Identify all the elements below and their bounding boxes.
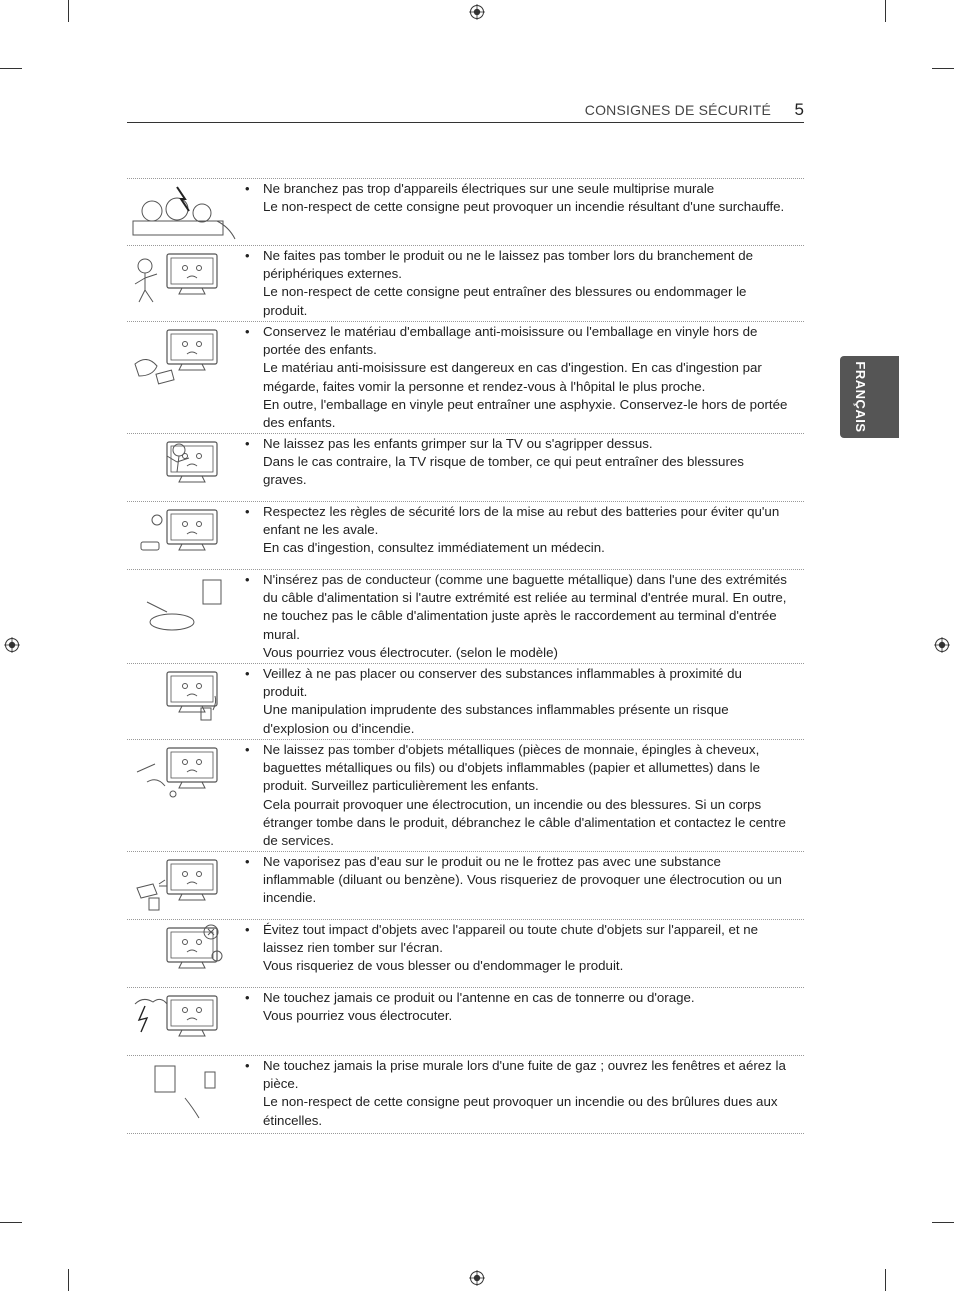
safety-item-text — [263, 741, 788, 850]
safety-item-line: Évitez tout impact d'objets avec l'appareil ou toute chute d'objets sur l'appareil, et ne laissez rien tomber sur l'écran. — [263, 922, 759, 956]
safety-item-line: Ne faites pas tomber le produit ou ne le laissez pas tomber lors du branchement de périphériques externes. — [263, 248, 754, 282]
safety-item — [127, 246, 804, 322]
safety-item — [127, 664, 804, 740]
safety-item — [127, 988, 804, 1056]
safety-item-line: Le non-respect de cette consigne peut provoquer un incendie ou des brûlures dues aux étincelles. — [263, 1094, 778, 1128]
bullet-icon: • — [245, 1058, 250, 1073]
bullet-icon: • — [245, 324, 250, 339]
lightning-icon — [127, 990, 237, 1054]
crop-mark — [0, 1222, 22, 1223]
registration-mark-icon — [469, 4, 485, 20]
safety-item-text — [263, 503, 788, 558]
bullet-icon: • — [245, 742, 250, 757]
safety-item-line: Le non-respect de cette consigne peut entraîner des blessures ou endommager le produit. — [263, 284, 747, 318]
safety-item-line: Ne laissez pas les enfants grimper sur la TV ou s'agripper dessus. — [263, 436, 653, 451]
registration-mark-icon — [469, 1270, 485, 1286]
safety-item-line: Vous risqueriez de vous blesser ou d'endommager le produit. — [263, 958, 624, 974]
safety-item-line: Ne touchez jamais la prise murale lors d'une fuite de gaz ; ouvrez les fenêtres et aérez la pièce. — [263, 1058, 786, 1092]
crop-mark — [932, 68, 954, 69]
metal-objects-icon — [127, 742, 237, 806]
conductor-outlet-icon — [127, 572, 237, 636]
bullet-icon: • — [245, 436, 250, 451]
safety-item-text — [263, 989, 788, 1025]
registration-mark-icon — [934, 637, 950, 653]
safety-item-line: Le matériau anti-moisissure est dangereux en cas d'ingestion. En cas d'ingestion par mégarde, faites vomir la personne et rendez-vous à l'hôpital le plus proche. — [263, 360, 762, 394]
safety-item-line: Respectez les règles de sécurité lors de la mise au rebut des batteries pour éviter qu'un enfant ne les avale. — [263, 504, 780, 538]
language-tab — [840, 356, 899, 438]
safety-item — [127, 570, 804, 664]
safety-item-text — [263, 571, 788, 662]
page-header — [127, 100, 804, 123]
child-packaging-icon — [127, 324, 237, 388]
crop-mark — [885, 1269, 886, 1291]
safety-item-line: Ne branchez pas trop d'appareils électriques sur une seule multiprise murale — [263, 181, 715, 196]
safety-item-line: N'insérez pas de conducteur (comme une baguette métallique) dans l'une des extrémités du câble d'alimentation si l'autre extrémité est reliée au terminal d'entrée mural. En outre, ne touchez pas le câble d'alimentation juste après le raccordement au terminal d'entrée mural. — [263, 572, 787, 642]
crop-mark — [885, 0, 886, 22]
bullet-icon: • — [245, 922, 250, 937]
safety-item-line: Conservez le matériau d'emballage anti-moisissure ou l'emballage en vinyle hors de portée des enfants. — [263, 324, 758, 358]
language-tab-label: FRANÇAIS — [853, 361, 868, 433]
safety-item-text — [263, 853, 788, 908]
safety-item — [127, 920, 804, 988]
crop-mark — [0, 68, 22, 69]
bullet-icon: • — [245, 248, 250, 263]
bullet-icon: • — [245, 666, 250, 681]
safety-item — [127, 322, 804, 434]
crop-mark — [932, 1222, 954, 1223]
bullet-icon: • — [245, 181, 250, 196]
safety-item — [127, 1056, 804, 1134]
safety-item-text — [263, 435, 788, 490]
safety-item-text — [263, 180, 788, 216]
safety-item-line: En outre, l'emballage en vinyle peut entraîner une asphyxie. Conservez-le hors de portée des enfants. — [263, 396, 788, 431]
safety-item-text — [263, 323, 788, 432]
bullet-icon: • — [245, 504, 250, 519]
overloaded-outlet-icon — [127, 181, 237, 245]
safety-item — [127, 740, 804, 852]
spray-water-icon — [127, 854, 237, 918]
page-number: 5 — [794, 100, 804, 119]
safety-instructions-list — [127, 178, 804, 1134]
safety-item-line: Veillez à ne pas placer ou conserver des substances inflammables à proximité du produit. — [263, 666, 742, 700]
safety-item — [127, 852, 804, 920]
crop-mark — [68, 0, 69, 22]
battery-child-icon — [127, 504, 237, 568]
safety-item — [127, 434, 804, 502]
safety-item-text — [263, 247, 788, 320]
safety-item-line: Vous pourriez vous électrocuter. (selon le modèle) — [263, 644, 558, 660]
safety-item — [127, 179, 804, 246]
safety-item-line: Vous pourriez vous électrocuter. — [263, 1008, 453, 1024]
safety-item-line: Une manipulation imprudente des substances inflammables présente un risque d'explosion ou d'incendie. — [263, 702, 729, 736]
bullet-icon: • — [245, 854, 250, 869]
safety-item-text — [263, 665, 788, 738]
crop-mark — [68, 1269, 69, 1291]
safety-item-line: Ne vaporisez pas d'eau sur le produit ou ne le frottez pas avec une substance inflammable (diluant ou benzène). Vous risqueriez de provoquer une électrocution ou un incendie. — [263, 854, 782, 906]
bullet-icon: • — [245, 572, 250, 587]
safety-item-line: Ne touchez jamais ce produit ou l'antenne en cas de tonnerre ou d'orage. — [263, 990, 695, 1005]
gas-leak-icon — [127, 1058, 237, 1122]
flammable-icon — [127, 666, 237, 730]
safety-item-line: Ne laissez pas tomber d'objets métalliques (pièces de monnaie, épingles à cheveux, baguettes métalliques ou fils) ou d'objets inflammables (papier et allumettes) dans le produit. Surveillez particulièrement les enfants. — [263, 742, 761, 794]
safety-item-line: En cas d'ingestion, consultez immédiatement un médecin. — [263, 540, 605, 556]
bullet-icon: • — [245, 990, 250, 1005]
safety-item-line: Le non-respect de cette consigne peut provoquer un incendie résultant d'une surchauffe. — [263, 199, 785, 215]
safety-item — [127, 502, 804, 570]
registration-mark-icon — [4, 637, 20, 653]
safety-item-line: Cela pourrait provoquer une électrocution, un incendie ou des blessures. Si un corps étranger tombe dans le produit, débranchez le câble d'alimentation et contactez le centre de services. — [263, 796, 786, 849]
safety-item-text — [263, 921, 788, 976]
safety-item-text — [263, 1057, 788, 1130]
section-title: CONSIGNES DE SÉCURITÉ — [584, 102, 771, 118]
ball-impact-icon — [127, 922, 237, 986]
falling-tv-icon — [127, 248, 237, 312]
child-climbing-icon — [127, 436, 237, 500]
safety-item-line: Dans le cas contraire, la TV risque de tomber, ce qui peut entraîner des blessures graves. — [263, 454, 744, 488]
